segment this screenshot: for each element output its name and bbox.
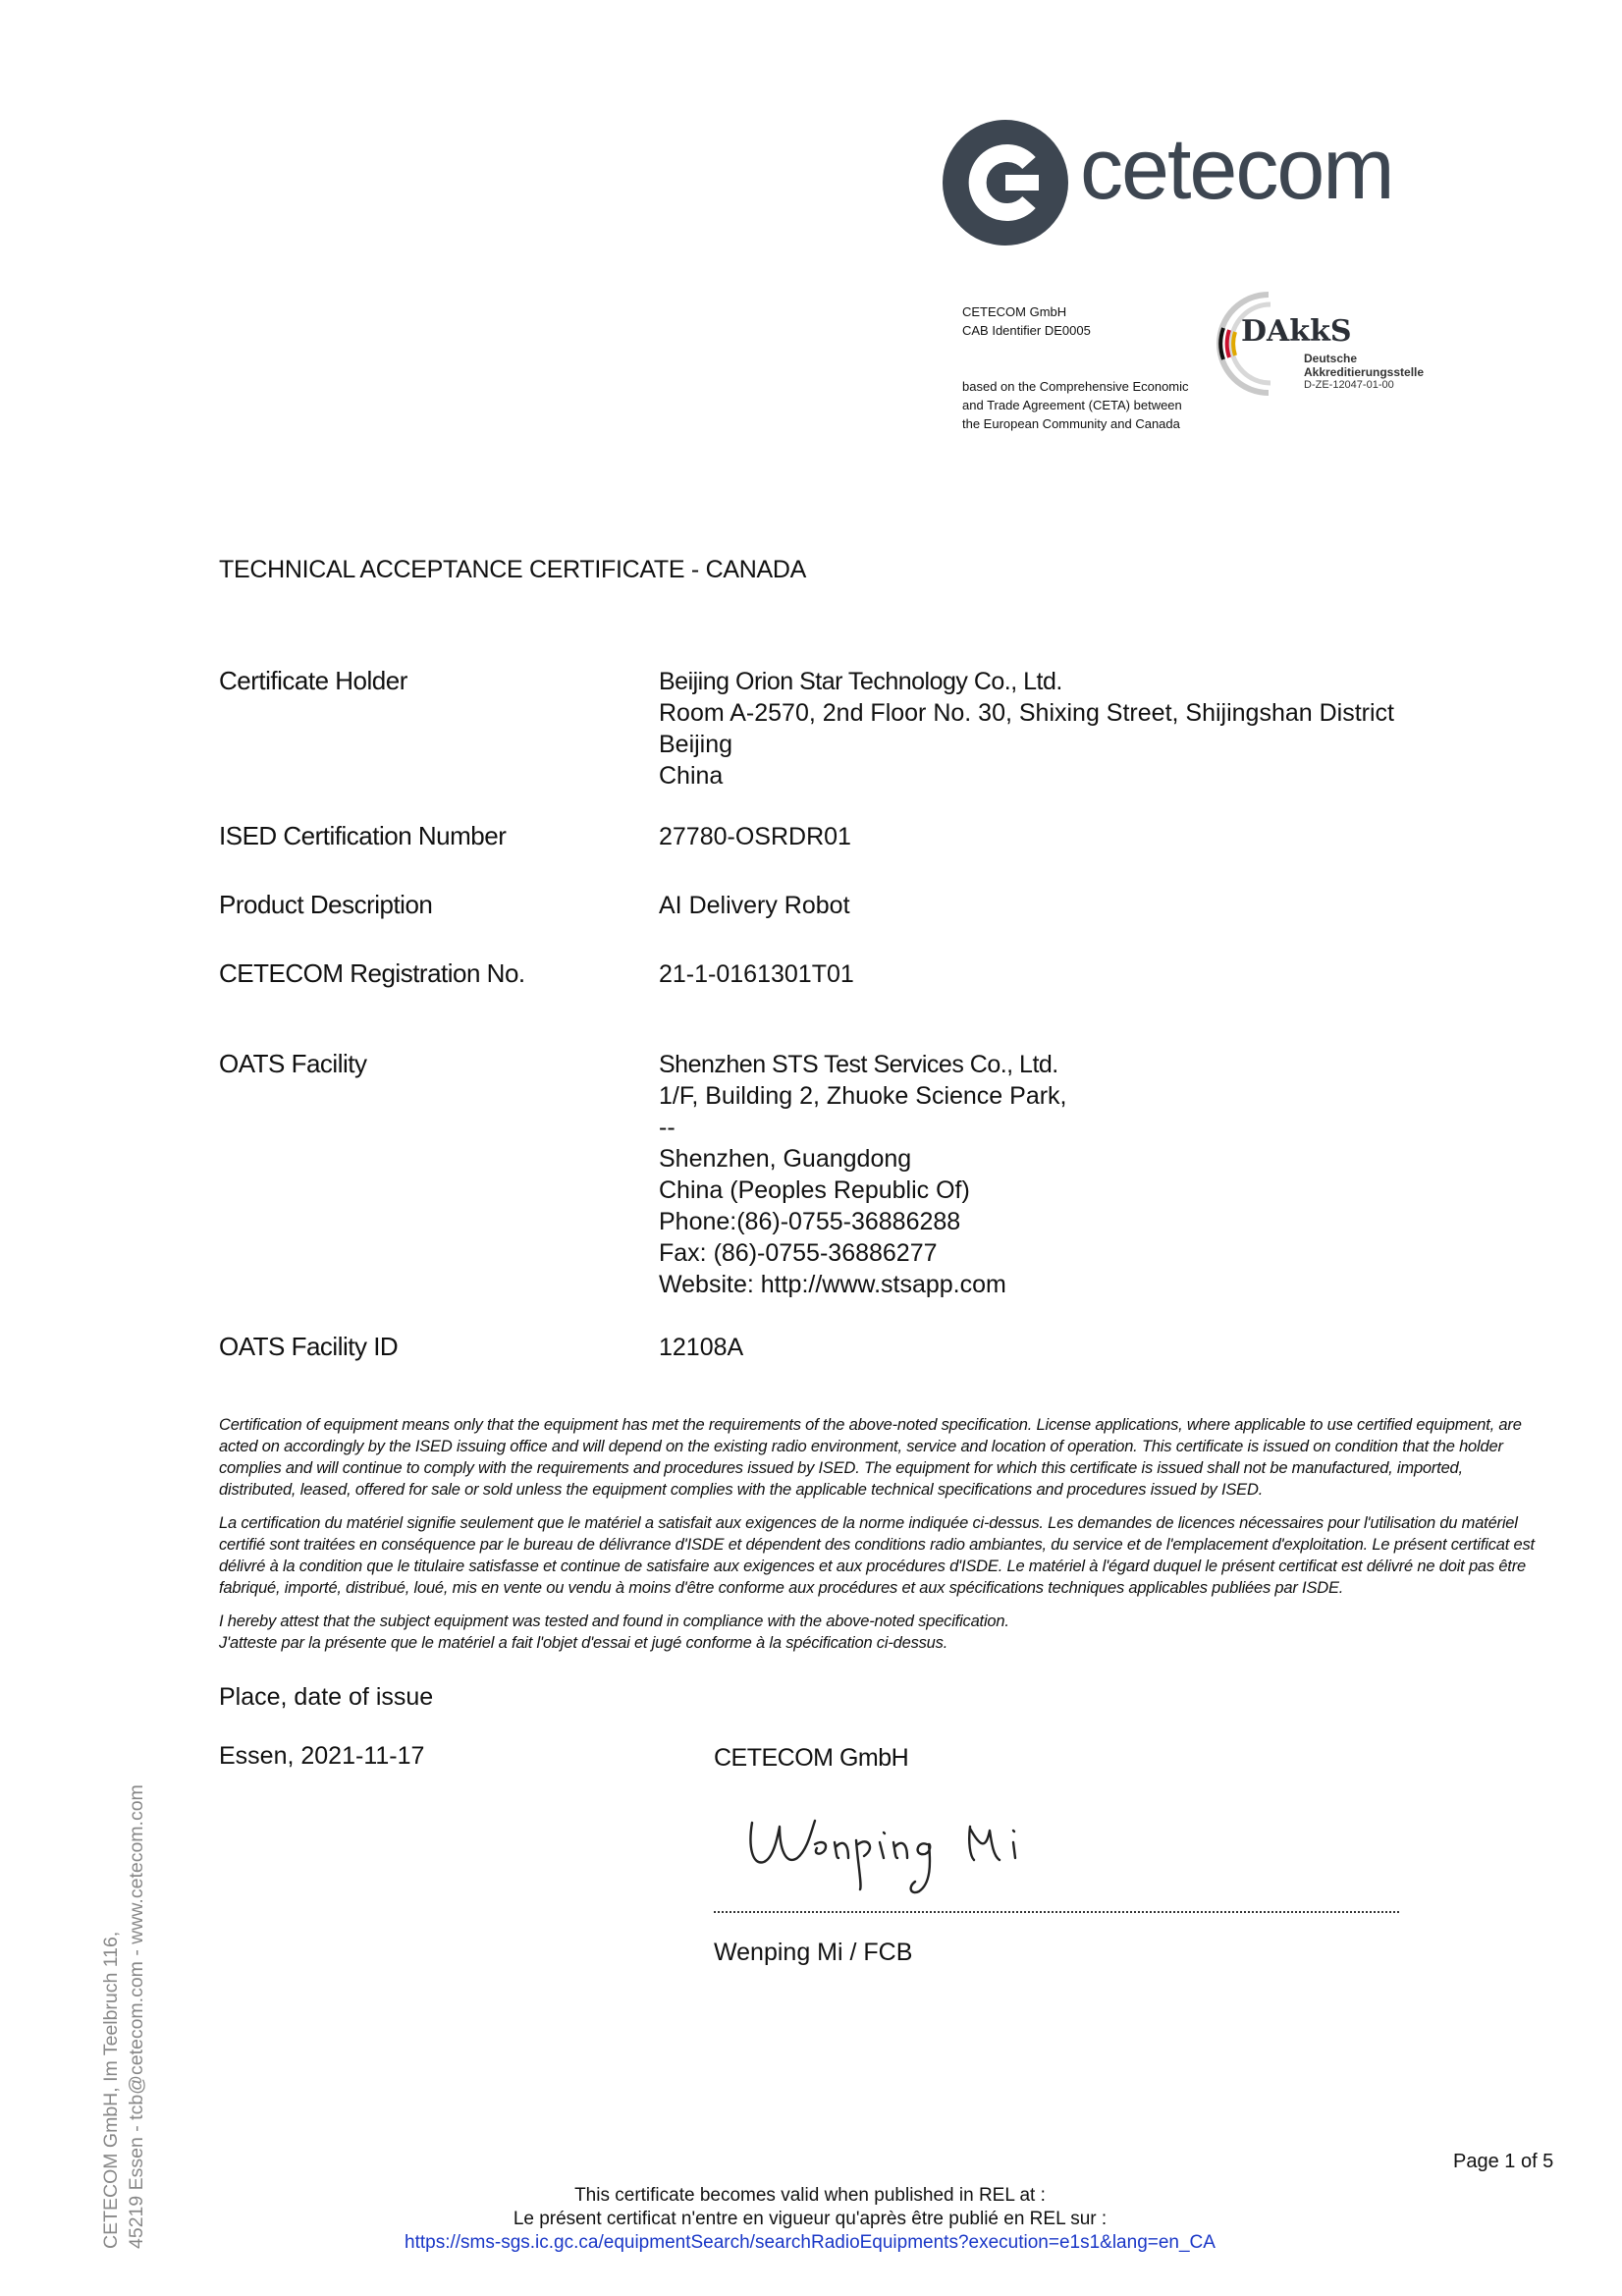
dakks-mark: DAkkS bbox=[1241, 314, 1352, 349]
ceta-line: the European Community and Canada bbox=[962, 416, 1180, 431]
certificate-title: TECHNICAL ACCEPTANCE CERTIFICATE - CANADA bbox=[219, 556, 806, 583]
cab-identifier: CAB Identifier DE0005 bbox=[962, 323, 1091, 338]
holder-value bbox=[659, 666, 1394, 792]
holder-label: Certificate Holder bbox=[219, 666, 407, 695]
oats-address-line: 1/F, Building 2, Zhuoke Science Park, bbox=[659, 1082, 1067, 1110]
attest-fr: J'atteste par la présente que le matériel a fait l'objet d'essai et jugé conforme à la spécification ci-dessus. bbox=[219, 1634, 948, 1652]
page-number: Page 1 of 5 bbox=[1453, 2151, 1554, 2172]
signer-name: Wenping Mi / FCB bbox=[714, 1939, 913, 1966]
oats-address-line: Website: http://www.stsapp.com bbox=[659, 1271, 1006, 1298]
oats-address-line: Shenzhen, Guangdong bbox=[659, 1145, 912, 1173]
registration-value: 21-1-0161301T01 bbox=[659, 960, 854, 988]
ised-value: 27780-OSRDR01 bbox=[659, 823, 851, 850]
dakks-code: D-ZE-12047-01-00 bbox=[1304, 379, 1394, 391]
legal-notice bbox=[219, 1414, 1535, 1654]
attestation bbox=[219, 1611, 1535, 1654]
cetecom-logo-text: cetecom bbox=[1080, 120, 1393, 217]
oats-name: Shenzhen STS Test Services Co., Ltd. bbox=[659, 1051, 1058, 1078]
product-label: Product Description bbox=[219, 890, 433, 919]
footer bbox=[295, 2184, 1325, 2255]
side-address-line: CETECOM GmbH, Im Teelbruch 116, bbox=[100, 1931, 122, 2249]
oats-address-line: Phone:(86)-0755-36886288 bbox=[659, 1208, 961, 1235]
cab-info bbox=[962, 302, 1091, 340]
holder-address-line: Room A-2570, 2nd Floor No. 30, Shixing Street, Shijingshan District bbox=[659, 699, 1394, 727]
signature-image bbox=[746, 1797, 1060, 1905]
oats-address-line: -- bbox=[659, 1114, 676, 1141]
cetecom-logo-icon bbox=[941, 118, 1070, 247]
dakks-line: Deutsche bbox=[1304, 352, 1358, 365]
dakks-accreditation-badge bbox=[1210, 289, 1445, 399]
ceta-line: and Trade Agreement (CETA) between bbox=[962, 398, 1182, 412]
sidebar-address bbox=[98, 1784, 149, 2249]
place-date-label: Place, date of issue bbox=[219, 1683, 434, 1711]
oats-address-line: China (Peoples Republic Of) bbox=[659, 1176, 970, 1204]
oats-address-line: Fax: (86)-0755-36886277 bbox=[659, 1239, 938, 1267]
footer-line-en: This certificate becomes valid when published in REL at : bbox=[574, 2185, 1046, 2206]
place-date-value: Essen, 2021-11-17 bbox=[219, 1742, 425, 1770]
oats-id-value: 12108A bbox=[659, 1334, 744, 1361]
side-address-line: 45219 Essen - tcb@cetecom.com - www.cetecom.com bbox=[126, 1784, 147, 2249]
cab-name: CETECOM GmbH bbox=[962, 304, 1067, 319]
oats-value bbox=[659, 1049, 1067, 1300]
issuer-name: CETECOM GmbH bbox=[714, 1744, 909, 1772]
ised-label: ISED Certification Number bbox=[219, 821, 507, 850]
legal-text-fr: La certification du matériel signifie seulement que le matériel a satisfait aux exigences de la norme indiquée ci-dessus. Les demandes de licences nécessaires pour l'utilisation du matériel certifié sont traitées en conséquence par le bureau de délivrance d'ISDE et dépendent des conditions radio ambiantes, du service et de l'emplacement d'exploitation. Le présent certificat est délivré à la condition que le titulaire satisfasse et continue de satisfaire aux exigences et aux procédures d'ISDE. Le matériel à l'égard duquel le présent certificat est délivré ne doit pas être fabriqué, importé, distribué, loué, mis en vente ou vendu à moins d'être conforme aux procédures et aux spécifications techniques applicables publiées par ISDE. bbox=[219, 1514, 1535, 1597]
footer-line-fr: Le présent certificat n'entre en vigueur qu'après être publié en REL sur : bbox=[513, 2209, 1108, 2229]
ceta-basis bbox=[962, 377, 1189, 433]
holder-address-line: Beijing bbox=[659, 731, 733, 758]
product-value: AI Delivery Robot bbox=[659, 892, 850, 919]
legal-text-en: Certification of equipment means only that the equipment has met the requirements of the above-noted specification. License applications, where applicable to use certified equipment, are acted on accordingly by the ISED issuing office and will depend on the existing radio environment, service and location of operation. This certificate is issued on condition that the holder complies and will continue to comply with the requirements and procedures issued by ISED. The equipment for which this certificate is issued shall not be manufactured, imported, distributed, leased, offered for sale or sold unless the equipment complies with the applicable technical specifications and procedures issued by ISED. bbox=[219, 1416, 1522, 1499]
oats-id-label: OATS Facility ID bbox=[219, 1332, 399, 1361]
dakks-line: Akkreditierungsstelle bbox=[1304, 365, 1425, 379]
signature-line bbox=[714, 1911, 1399, 1913]
attest-en: I hereby attest that the subject equipment was tested and found in compliance with the above-noted specification. bbox=[219, 1613, 1009, 1630]
holder-name: Beijing Orion Star Technology Co., Ltd. bbox=[659, 668, 1062, 695]
registration-label: CETECOM Registration No. bbox=[219, 958, 525, 988]
oats-label: OATS Facility bbox=[219, 1049, 367, 1078]
ceta-line: based on the Comprehensive Economic bbox=[962, 379, 1189, 394]
rel-link[interactable]: https://sms-sgs.ic.gc.ca/equipmentSearch/searchRadioEquipments?execution=e1s1&lang=en_CA bbox=[405, 2232, 1216, 2253]
holder-address-line: China bbox=[659, 762, 724, 790]
